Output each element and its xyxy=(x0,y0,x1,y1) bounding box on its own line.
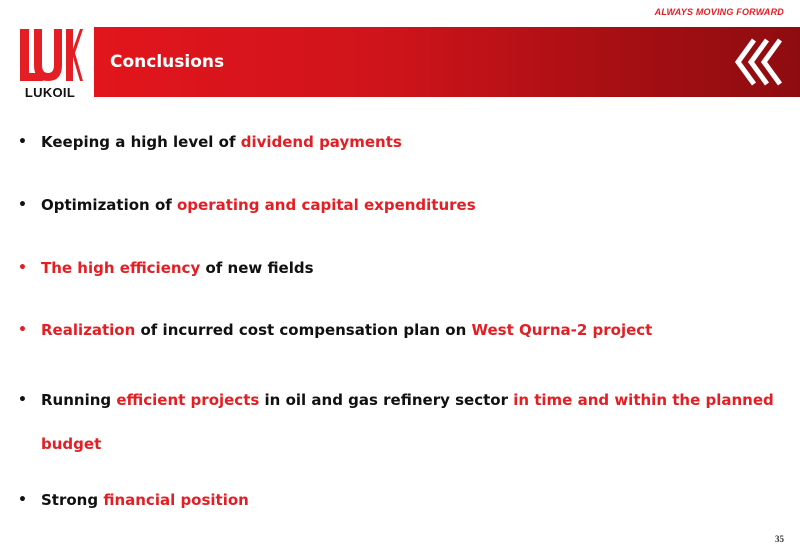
bullet-text: Running xyxy=(41,391,117,409)
list-item xyxy=(18,253,788,284)
bullet-dot: • xyxy=(18,197,27,213)
bullet-text: in oil and gas refinery sector xyxy=(259,391,514,409)
bullet-dot: • xyxy=(18,134,27,150)
logo-text: LUKOIL xyxy=(24,85,76,100)
bullet-text: Keeping a high level of xyxy=(41,133,241,151)
bullet-dot: • xyxy=(18,322,27,338)
bullet-text: of new fields xyxy=(200,259,314,277)
bullet-highlight: dividend payments xyxy=(240,133,402,151)
bullet-dot: • xyxy=(18,260,27,276)
bullet-highlight: West Qurna-2 project xyxy=(471,321,653,339)
bullet-highlight: in time and within the planned budget xyxy=(41,391,774,453)
tagline: ALWAYS MOVING FORWARD xyxy=(654,7,784,17)
title-banner xyxy=(94,27,800,97)
page-title: Conclusions xyxy=(110,52,225,72)
lukoil-logo xyxy=(16,27,84,99)
lukoil-logo-icon xyxy=(16,27,84,85)
page-number: 35 xyxy=(775,534,784,544)
bullet-text: Optimization of xyxy=(41,196,177,214)
list-item xyxy=(18,315,788,346)
bullet-highlight: financial position xyxy=(103,491,249,509)
triple-chevron-left-icon xyxy=(734,38,786,86)
bullet-dot: • xyxy=(18,492,27,508)
list-item xyxy=(18,127,788,158)
list-item xyxy=(18,190,788,221)
bullet-highlight: The high efficiency xyxy=(41,259,201,277)
list-item xyxy=(18,378,788,466)
bullet-highlight: operating and capital expenditures xyxy=(177,196,476,214)
bullet-highlight: efficient projects xyxy=(116,391,260,409)
bullet-text: of incurred cost compensation plan on xyxy=(135,321,472,339)
bullet-highlight: Realization xyxy=(41,321,136,339)
bullet-dot: • xyxy=(18,392,27,408)
list-item xyxy=(18,485,788,516)
bullet-text: Strong xyxy=(41,491,104,509)
